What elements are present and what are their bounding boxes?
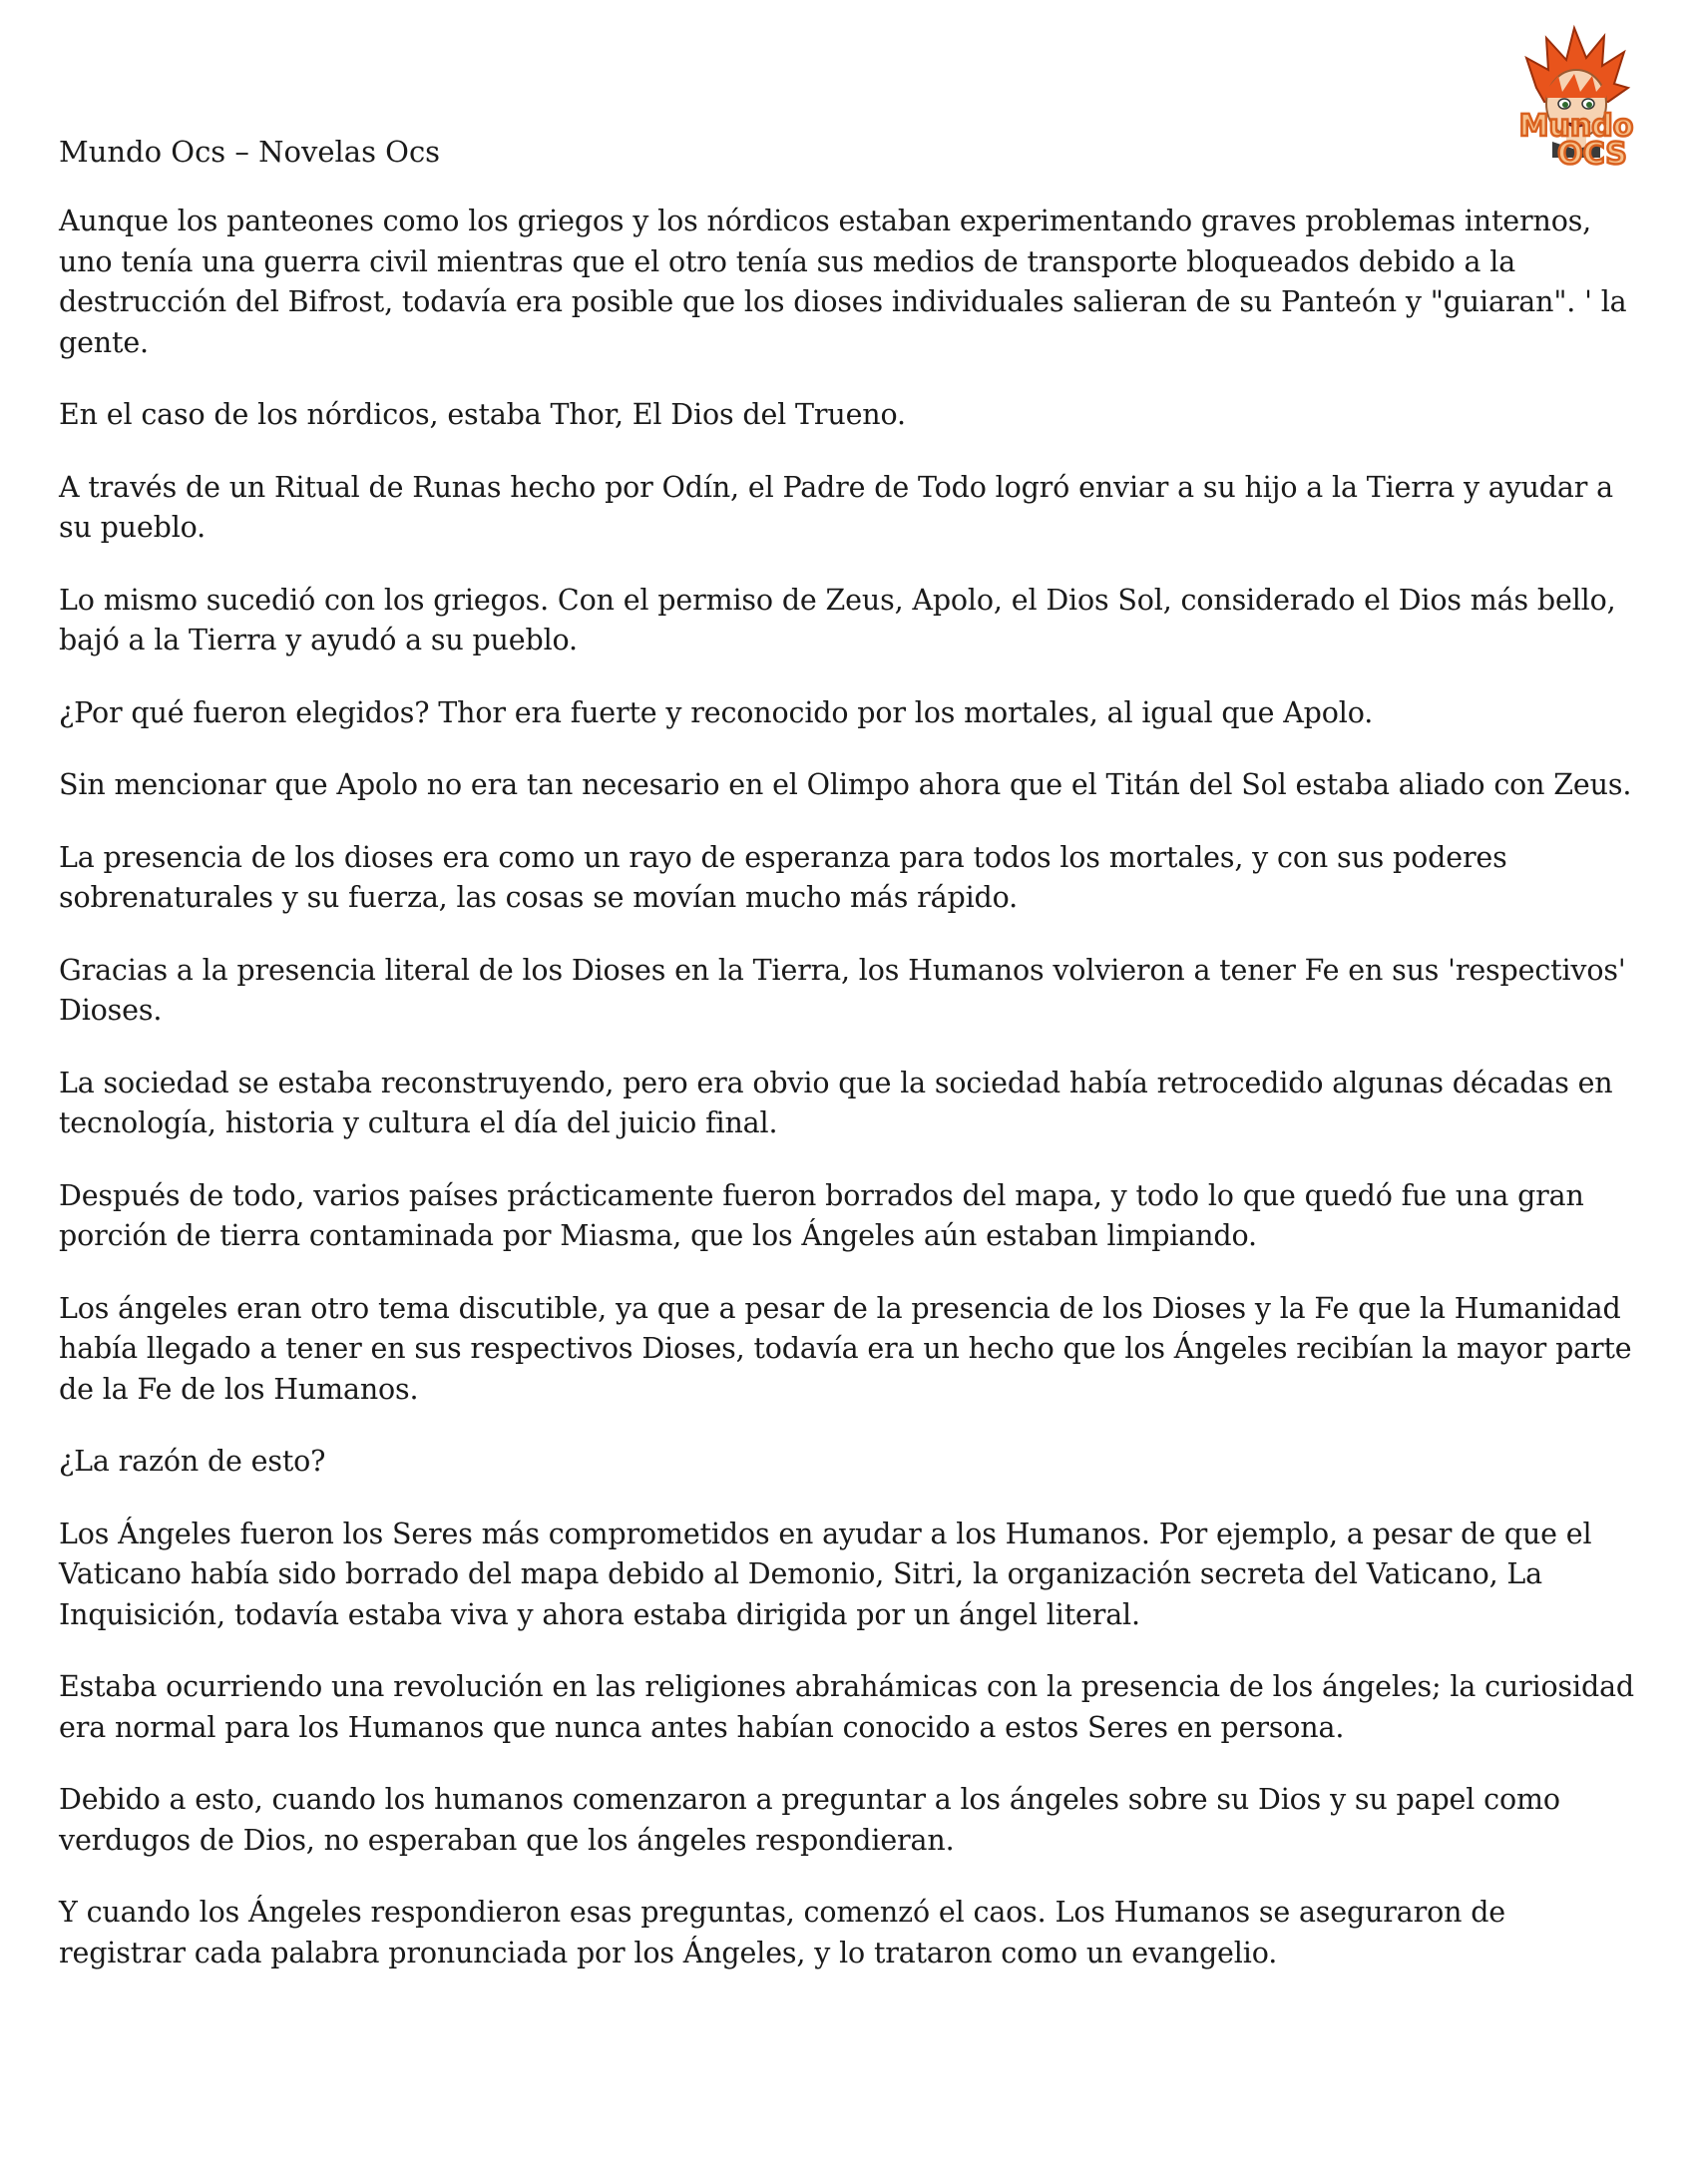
paragraph: La sociedad se estaba reconstruyendo, pero era obvio que la sociedad había retrocedido algunas décadas en tecnología, historia y cultura el día del juicio final. bbox=[59, 1066, 1613, 1139]
logo-text-ocs: OCS bbox=[1557, 137, 1627, 172]
paragraph: Gracias a la presencia literal de los Dioses en la Tierra, los Humanos volvieron a tener Fe en sus 'respectivos' Dioses. bbox=[59, 953, 1626, 1027]
paragraph: Los ángeles eran otro tema discutible, ya que a pesar de la presencia de los Dioses y la Fe que la Humanidad había llegado a tener en sus respectivos Dioses, todavía era un hecho que los Ángeles recibían la mayor parte de la Fe de los Humanos. bbox=[59, 1291, 1632, 1406]
paragraph: Aunque los panteones como los griegos y los nórdicos estaban experimentando graves problemas internos, uno tenía una guerra civil mientras que el otro tenía sus medios de transporte bloqueados debido a la destrucción del Bifrost, todavía era posible que los dioses individuales salieran de su Panteón y "guiaran". ' la gente. bbox=[59, 205, 1627, 359]
paragraph: Después de todo, varios países prácticamente fueron borrados del mapa, y todo lo que quedó fue una gran porción de tierra contaminada por Miasma, que los Ángeles aún estaban limpiando. bbox=[59, 1178, 1584, 1252]
paragraph: ¿La razón de esto? bbox=[59, 1445, 326, 1478]
paragraph: En el caso de los nórdicos, estaba Thor, El Dios del Trueno. bbox=[59, 398, 906, 431]
paragraph: Los Ángeles fueron los Seres más comprometidos en ayudar a los Humanos. Por ejemplo, a pesar de que el Vaticano había sido borrado del mapa debido al Demonio, Sitri, la organización secreta del Vaticano, La Inquisición, todavía estaba viva y ahora estaba dirigida por un ángel literal. bbox=[59, 1517, 1592, 1631]
paragraph: Lo mismo sucedió con los griegos. Con el permiso de Zeus, Apolo, el Dios Sol, considerado el Dios más bello, bajó a la Tierra y ayudó a su pueblo. bbox=[59, 583, 1616, 656]
mundo-ocs-logo-icon bbox=[1496, 18, 1656, 178]
page-header: Mundo Ocs – Novelas Ocs bbox=[59, 135, 441, 169]
paragraph: ¿Por qué fueron elegidos? Thor era fuerte y reconocido por los mortales, al igual que Apolo. bbox=[59, 695, 1374, 729]
paragraph: Sin mencionar que Apolo no era tan necesario en el Olimpo ahora que el Titán del Sol estaba aliado con Zeus. bbox=[59, 768, 1632, 801]
paragraph: Y cuando los Ángeles respondieron esas preguntas, comenzó el caos. Los Humanos se aseguraron de registrar cada palabra pronunciada por los Ángeles, y lo trataron como un evangelio. bbox=[59, 1896, 1506, 1969]
paragraph: A través de un Ritual de Runas hecho por Odín, el Padre de Todo logró enviar a su hijo a la Tierra y ayudar a su pueblo. bbox=[59, 470, 1613, 544]
logo-text-mundo: Mundo bbox=[1518, 109, 1634, 144]
paragraph: La presencia de los dioses era como un rayo de esperanza para todos los mortales, y con sus poderes sobrenaturales y su fuerza, las cosas se movían mucho más rápido. bbox=[59, 840, 1507, 914]
paragraph: Estaba ocurriendo una revolución en las religiones abrahámicas con la presencia de los ángeles; la curiosidad era normal para los Humanos que nunca antes habían conocido a estos Seres en persona. bbox=[59, 1670, 1635, 1744]
paragraph: Debido a esto, cuando los humanos comenzaron a preguntar a los ángeles sobre su Dios y su papel como verdugos de Dios, no esperaban que los ángeles respondieran. bbox=[59, 1783, 1560, 1857]
document-body bbox=[59, 202, 1635, 2005]
